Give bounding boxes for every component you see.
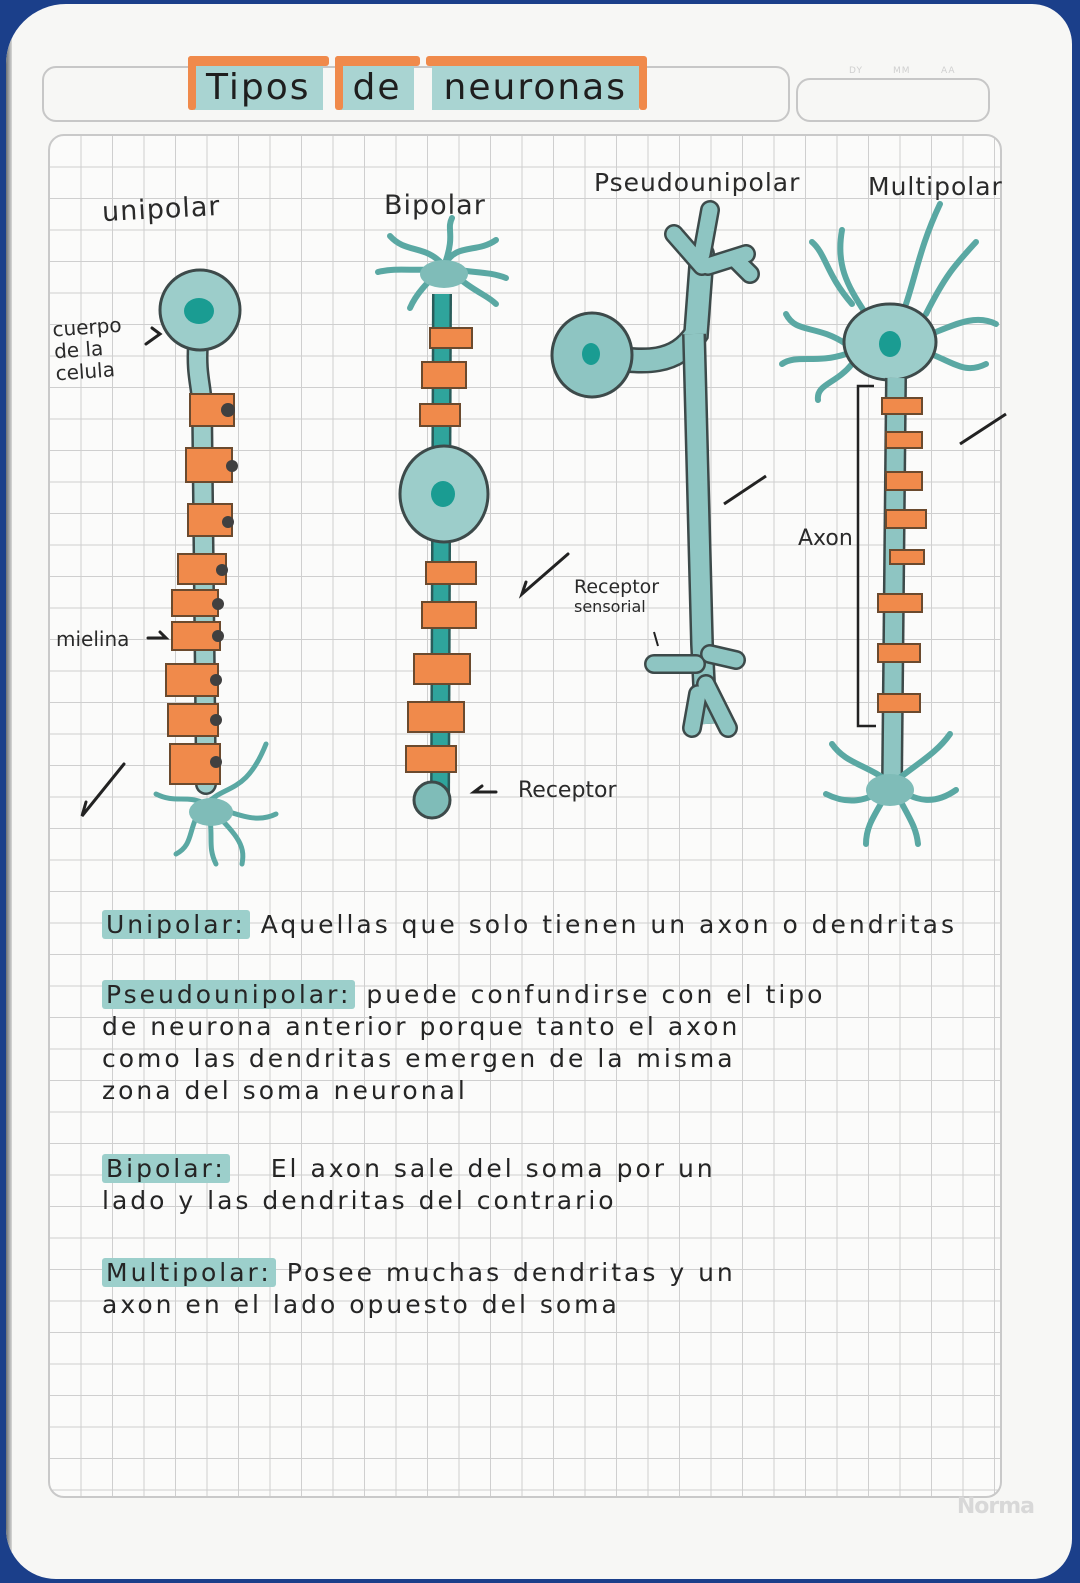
brand-logo: Norma [956, 1494, 1034, 1519]
label-unipolar: unipolar [101, 190, 222, 229]
annotation-receptor-sensorial-line1: Receptor [574, 576, 660, 598]
annotation-cell-body-line1: cuerpo [51, 312, 123, 342]
definition-text: lado y las dendritas del contrario [102, 1186, 617, 1215]
title-word-tipos: Tipos [194, 64, 323, 110]
title-word-neuronas: neuronas [432, 64, 639, 110]
definition-text: zona del soma neuronal [102, 1076, 468, 1105]
notebook-page [6, 4, 1072, 1579]
unipolar-neuron-drawing [156, 270, 276, 864]
definition-bipolar [102, 1154, 716, 1183]
definition-unipolar [102, 910, 957, 939]
definition-term-multipolar: Multipolar: [102, 1258, 276, 1287]
annotation-cell-body-line2: de la [53, 336, 104, 364]
annotation-cell-body-line3: celula [54, 357, 116, 386]
definition-text: El axon sale del soma por un [270, 1154, 716, 1183]
definition-text: de neurona anterior porque tanto el axon [102, 1012, 741, 1041]
bipolar-neuron-drawing [378, 218, 506, 818]
annotation-receptor: Receptor [518, 778, 617, 803]
label-pseudounipolar: Pseudounipolar [594, 168, 801, 197]
neuron-diagrams [6, 4, 1072, 904]
title-word-de: de [341, 64, 414, 110]
definition-text: axon en el lado opuesto del soma [102, 1290, 620, 1319]
date-label-day: DY [849, 66, 863, 76]
annotation-axon: Axon [798, 526, 853, 551]
date-label-year: AA [941, 66, 956, 76]
annotation-receptor-sensorial-line2: sensorial [574, 597, 646, 616]
label-multipolar: Multipolar [868, 172, 1003, 201]
definition-multipolar [102, 1258, 736, 1287]
multipolar-neuron-drawing [782, 204, 1006, 844]
definition-text: Aquellas que solo tienen un axon o dendritas [260, 910, 958, 939]
pseudounipolar-neuron-drawing [552, 210, 766, 728]
date-label-month: MM [893, 66, 911, 76]
definition-pseudounipolar [102, 980, 825, 1009]
definition-term-unipolar: Unipolar: [102, 910, 250, 939]
definition-text: como las dendritas emergen de la misma [102, 1044, 736, 1073]
definition-term-pseudounipolar: Pseudounipolar: [102, 980, 355, 1009]
check-marks [82, 328, 568, 816]
definition-term-bipolar: Bipolar: [102, 1154, 230, 1183]
definition-text: puede confundirse con el tipo [366, 980, 826, 1009]
annotation-myelin: mielina [56, 627, 130, 651]
label-bipolar: Bipolar [384, 190, 486, 221]
annotation-receptor-sensorial [574, 578, 659, 616]
annotation-cell-body [52, 314, 126, 385]
definition-text: Posee muchas dendritas y un [286, 1258, 736, 1287]
